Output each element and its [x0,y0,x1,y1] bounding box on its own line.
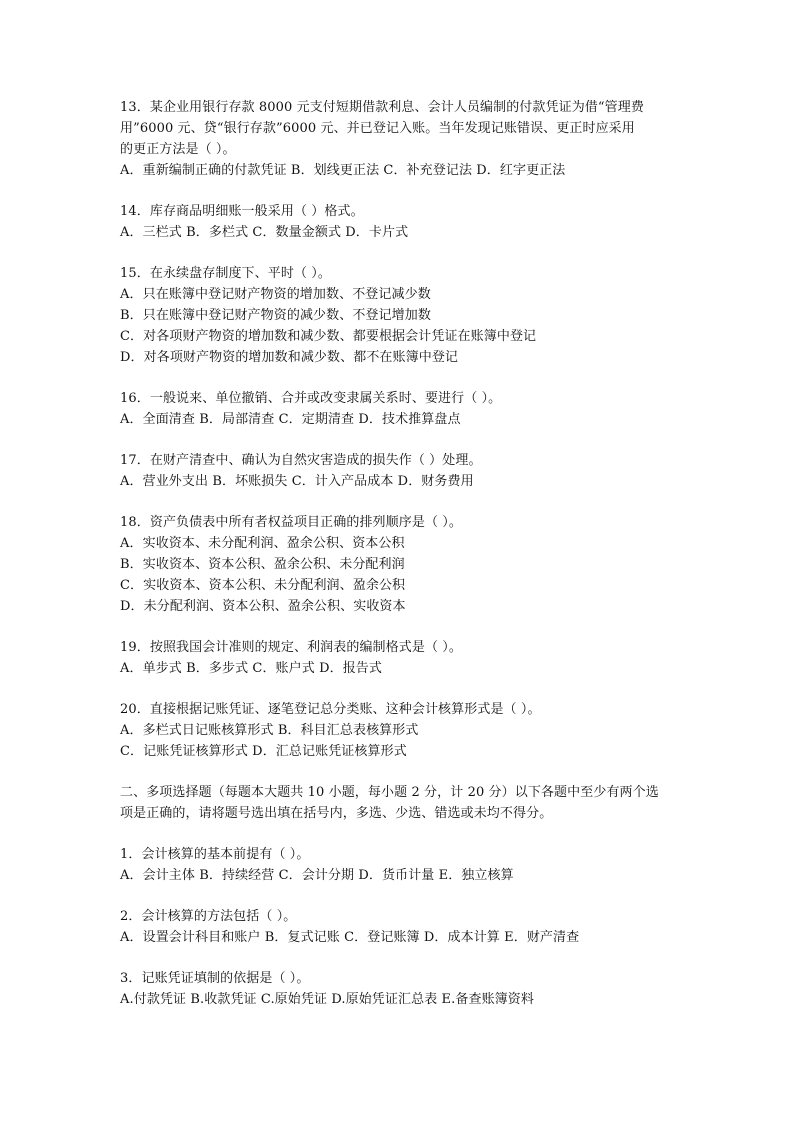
question-14 [120,201,676,243]
question-stem: 16．一般说来、单位撤销、合并或改变隶属关系时、要进行（ ）。 [120,391,502,406]
question-option: A．只在账簿中登记财产物资的增加数、不登记减少数 [120,287,431,302]
multi-question-3 [120,968,676,1010]
question-stem: 14．库存商品明细账一般采用（ ）格式。 [120,204,364,219]
section-heading-multiple-choice [120,782,676,824]
multi-question-1 [120,844,676,886]
section-heading-line: 项是正确的，请将题号选出填在括号内，多选、少选、错选或未均不得分。 [120,806,553,821]
question-stem: 的更正方法是（ ）。 [120,142,236,157]
question-18 [120,512,676,617]
question-option: B．只在账簿中登记财产物资的减少数、不登记增加数 [120,308,431,323]
question-options: A．设置会计科目和账户 B．复式记账 C．登记账簿 D．成本计算 E．财产清查 [120,930,580,945]
question-15 [120,263,676,368]
question-options: A．重新编制正确的付款凭证 B．划线更正法 C．补充登记法 D．红字更正法 [120,163,566,178]
question-stem: 20．直接根据记账凭证、逐笔登记总分类账、这种会计核算形式是（ ）。 [120,702,541,717]
question-options: A．三栏式 B．多栏式 C．数量金额式 D．卡片式 [120,225,409,240]
question-stem: 用”6000 元、贷“银行存款”6000 元、并已登记入账。当年发现记账错误、更正时应采用 [120,121,635,136]
question-stem: 13．某企业用银行存款 8000 元支付短期借款利息、会计人员编制的付款凭证为借“管理费 [120,100,644,115]
question-16 [120,388,676,430]
question-option: C．记账凭证核算形式 D．汇总记账凭证核算形式 [120,744,407,759]
question-stem: 2．会计核算的方法包括（ ）。 [120,909,297,924]
question-option: A．实收资本、未分配利润、盈余公积、资本公积 [120,536,405,551]
question-options: A.付款凭证 B.收款凭证 C.原始凭证 D.原始凭证汇总表 E.备查账簿资料 [120,992,534,1007]
multi-question-2 [120,906,676,948]
question-20 [120,699,676,762]
question-19 [120,637,676,679]
question-stem: 17．在财产清查中、确认为自然灾害造成的损失作（ ）处理。 [120,453,482,468]
question-stem: 3．记账凭证填制的依据是（ ）。 [120,971,310,986]
question-stem: 1．会计核算的基本前提有（ ）。 [120,847,310,862]
question-option: C．对各项财产物资的增加数和减少数、都要根据会计凭证在账簿中登记 [120,329,537,344]
question-option: B．实收资本、资本公积、盈余公积、未分配利润 [120,557,405,572]
question-13 [120,97,676,181]
question-options: A．营业外支出 B．坏账损失 C．计入产品成本 D．财务费用 [120,474,474,489]
question-option: A．多栏式日记账核算形式 B．科目汇总表核算形式 [120,723,419,738]
question-options: A．单步式 B．多步式 C．账户式 D．报告式 [120,661,383,676]
question-options: A．全面清查 B．局部清查 C．定期清查 D．技术推算盘点 [120,412,461,427]
question-stem: 19．按照我国会计准则的规定、利润表的编制格式是（ ）。 [120,640,462,655]
question-17 [120,450,676,492]
exam-page [120,97,676,1030]
question-option: C．实收资本、资本公积、未分配利润、盈余公积 [120,578,406,593]
question-stem: 15．在永续盘存制度下、平时（ ）。 [120,266,331,281]
question-option: D．未分配利润、资本公积、盈余公积、实收资本 [120,599,406,614]
section-heading-line: 二、多项选择题（每题本大题共 10 小题，每小题 2 分，计 20 分）以下各题中至少有两个选 [120,785,659,800]
question-stem: 18．资产负债表中所有者权益项目正确的排列顺序是（ ）。 [120,515,462,530]
question-options: A．会计主体 B．持续经营 C．会计分期 D．货币计量 E．独立核算 [120,868,514,883]
question-option: D．对各项财产物资的增加数和减少数、都不在账簿中登记 [120,350,459,365]
